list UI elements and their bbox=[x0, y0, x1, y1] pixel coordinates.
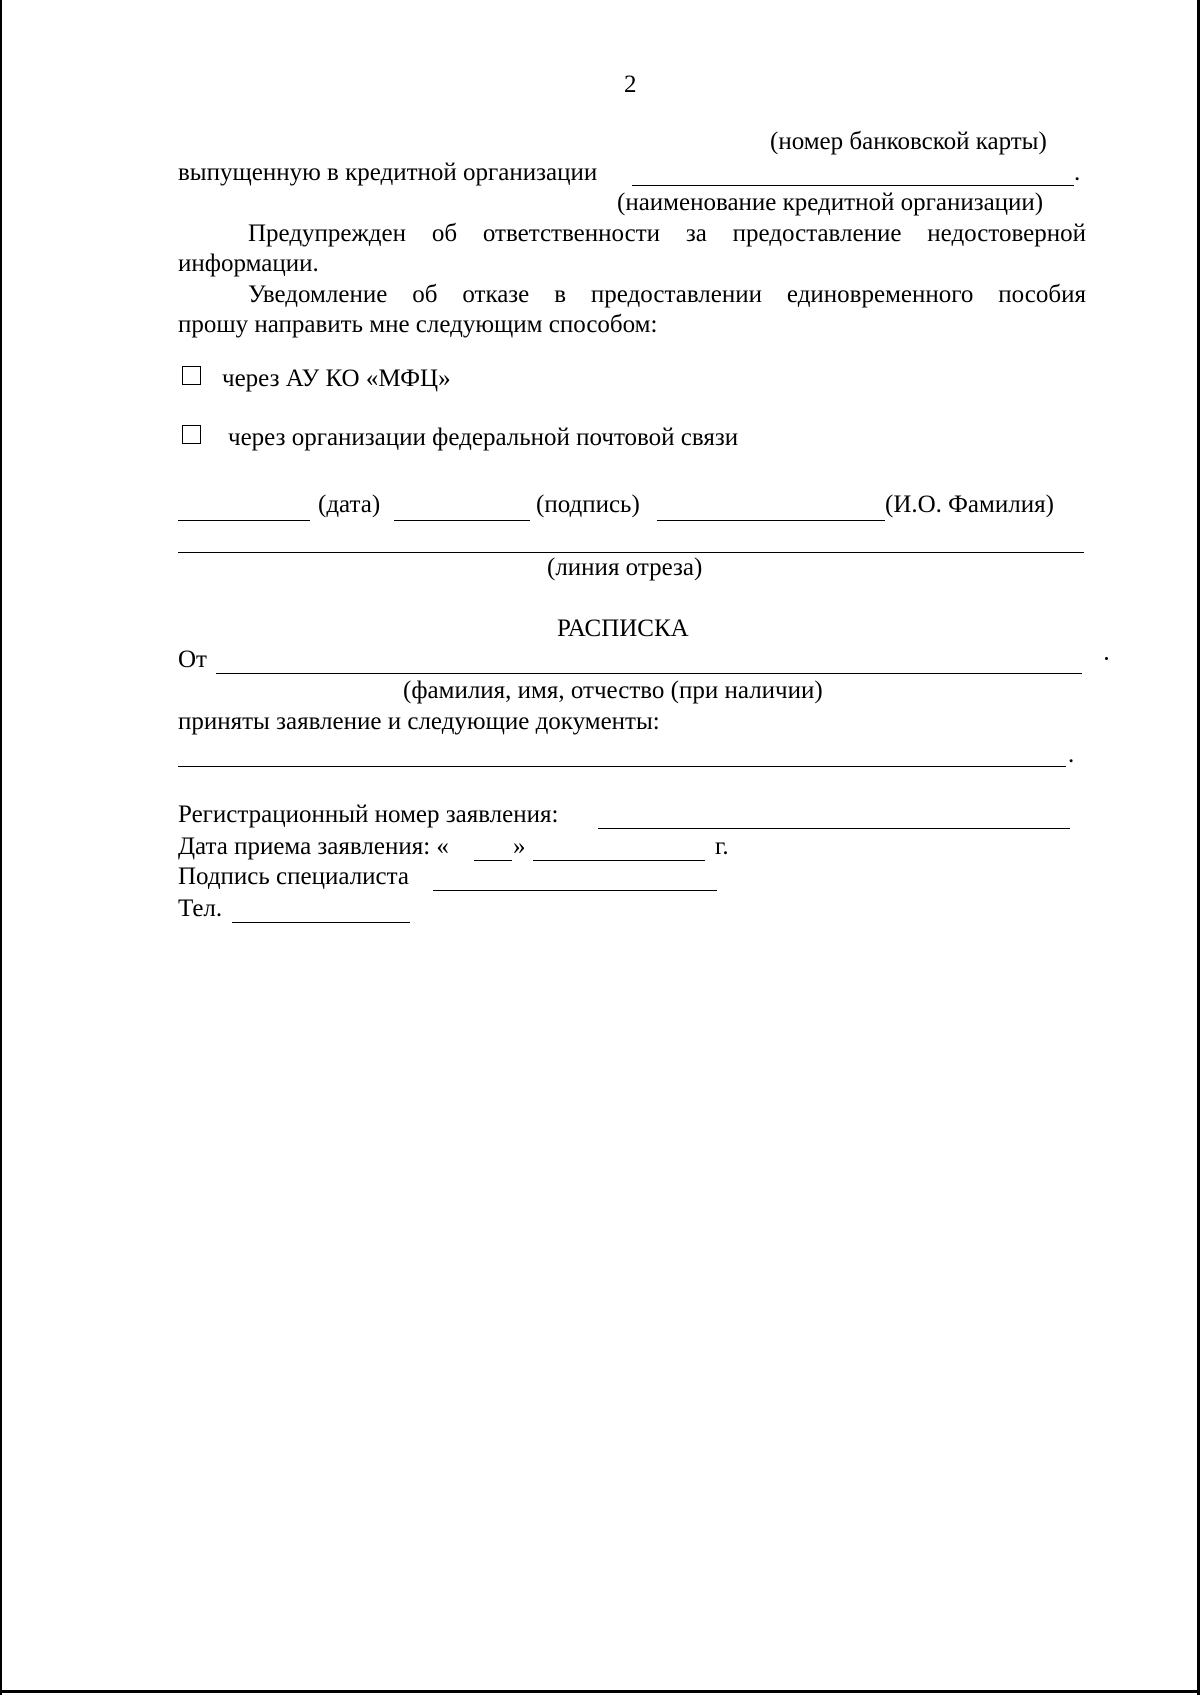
page-edge-left bbox=[0, 0, 2, 1695]
specialist-signature-field[interactable] bbox=[433, 890, 717, 891]
receipt-date-mid: » bbox=[513, 833, 526, 860]
refusal-line-2: прошу направить мне следующим способом: bbox=[178, 311, 658, 338]
name-caption: (И.О. Фамилия) bbox=[885, 491, 1054, 518]
issued-by-label: выпущенную в кредитной организации bbox=[178, 159, 598, 186]
reg-number-field[interactable] bbox=[598, 828, 1070, 829]
option-post-label: через организации федеральной почтовой связи bbox=[228, 424, 739, 451]
from-field[interactable] bbox=[216, 673, 1082, 674]
name-field[interactable] bbox=[657, 520, 885, 521]
signature-caption: (подпись) bbox=[536, 491, 640, 518]
cut-line-caption: (линия отреза) bbox=[547, 554, 703, 581]
phone-label: Тел. bbox=[178, 895, 223, 922]
issued-by-end: . bbox=[1074, 159, 1081, 186]
page-edge-bottom bbox=[0, 1690, 1200, 1693]
receipt-date-suffix: г. bbox=[715, 833, 729, 860]
credit-org-field[interactable] bbox=[632, 185, 1074, 186]
card-number-caption: (номер банковской карты) bbox=[770, 128, 1047, 155]
accepted-label: приняты заявление и следующие документы: bbox=[178, 708, 660, 735]
receipt-month-year-field[interactable] bbox=[533, 860, 705, 861]
credit-org-caption: (наименование кредитной организации) bbox=[617, 189, 1044, 216]
warning-line-2: информации. bbox=[178, 250, 319, 277]
option-mfc-checkbox[interactable] bbox=[182, 366, 201, 385]
date-field[interactable] bbox=[178, 520, 310, 521]
receipt-day-field[interactable] bbox=[474, 860, 512, 861]
receipt-title: РАСПИСКА bbox=[557, 615, 689, 642]
phone-field[interactable] bbox=[232, 922, 410, 923]
date-caption: (дата) bbox=[318, 491, 381, 518]
signature-field[interactable] bbox=[394, 520, 530, 521]
accepted-end: . bbox=[1068, 741, 1075, 768]
fio-caption: (фамилия, имя, отчество (при наличии) bbox=[403, 677, 823, 704]
option-post-checkbox[interactable] bbox=[182, 425, 201, 444]
documents-field[interactable] bbox=[178, 766, 1066, 767]
receipt-date-label: Дата приема заявления: « bbox=[178, 833, 449, 860]
specialist-label: Подпись специалиста bbox=[178, 863, 409, 890]
stray-dot bbox=[1105, 657, 1108, 660]
option-mfc-label: через АУ КО «МФЦ» bbox=[222, 365, 451, 392]
warning-line-1: Предупрежден об ответственности за предоставление недостоверной bbox=[248, 220, 1086, 247]
from-label: От bbox=[178, 646, 207, 673]
refusal-line-1: Уведомление об отказе в предоставлении единовременного пособия bbox=[248, 281, 1086, 308]
page-number: 2 bbox=[624, 71, 637, 98]
reg-number-label: Регистрационный номер заявления: bbox=[178, 801, 559, 828]
